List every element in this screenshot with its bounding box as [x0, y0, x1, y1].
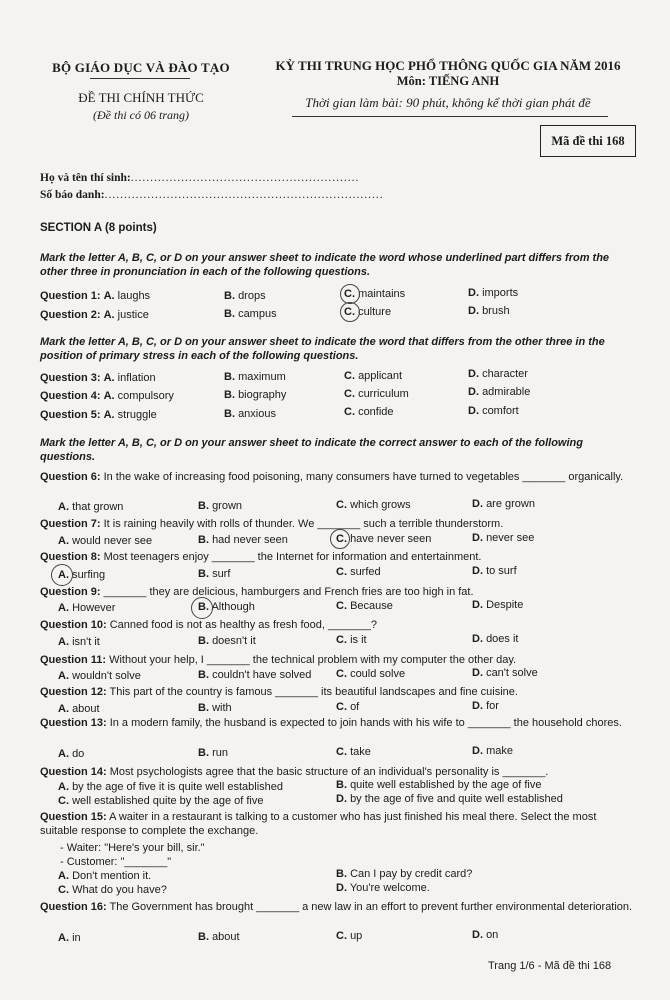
q6-option-c: C. which grows: [336, 499, 411, 511]
q4-option-c: C. curriculum: [344, 388, 409, 400]
question-3: Question 3: A. inflation: [40, 372, 156, 384]
question-15: [40, 810, 636, 838]
q11-option-a: A. wouldn't solve: [58, 670, 141, 682]
q12-option-c: C. of: [336, 701, 360, 713]
q16-option-d: D. on: [472, 929, 499, 941]
q6-option-d: D. are grown: [472, 498, 535, 510]
question-label: Question 2:: [40, 309, 101, 321]
q12-option-a: A. about: [58, 703, 100, 715]
question-text: It is raining heavily with rolls of thunder. We _______ such a terrible thunderstorm.: [103, 518, 504, 530]
q10-option-a: A. isn't it: [58, 636, 100, 648]
question-label: Question 14:: [40, 766, 107, 778]
q8-option-d: D. to surf: [472, 565, 517, 577]
question-label: Question 11:: [40, 654, 107, 666]
q11-option-d: D. can't solve: [472, 667, 538, 679]
question-1: Question 1: A. laughs: [40, 290, 151, 302]
answer-circle-mark: [191, 597, 213, 619]
q3-option-c: C. applicant: [344, 370, 403, 382]
candidate-id-label: Số báo danh:: [40, 189, 105, 201]
q15-option-c: C. What do you have?: [58, 884, 167, 896]
question-16: [40, 900, 636, 914]
q7-option-a: A. would never see: [58, 535, 153, 547]
q4-option-d: D. admirable: [468, 386, 531, 398]
q16-option-a: A. in: [58, 932, 81, 944]
q13-option-d: D. make: [472, 745, 513, 757]
q15-option-d: D. You're welcome.: [336, 882, 430, 894]
q7-option-c: C. have never seen: [336, 533, 432, 545]
question-label: Question 5:: [40, 409, 101, 421]
question-text: This part of the country is famous _______ its beautiful landscapes and fine cuisine.: [109, 686, 518, 698]
question-2: Question 2: A. justice: [40, 309, 149, 321]
q12-option-b: B. with: [198, 702, 232, 714]
q10-option-c: C. is it: [336, 634, 367, 646]
q13-option-b: B. run: [198, 747, 228, 759]
header-right: [262, 58, 634, 111]
q2-option-b: B. campus: [224, 308, 277, 320]
q15-option-b: B. Can I pay by credit card?: [336, 868, 473, 880]
q9-option-d: D. Despite: [472, 599, 524, 611]
question-label: Question 3:: [40, 372, 101, 384]
divider: [90, 78, 190, 79]
q16-option-b: B. about: [198, 931, 240, 943]
instruction-correct-answer: Mark the letter A, B, C, or D on your answer sheet to indicate the correct answer to each of the following questions.: [40, 437, 583, 463]
official-label: ĐỀ THI CHÍNH THỨC: [78, 90, 204, 105]
q12-option-d: D. for: [472, 700, 499, 712]
q1-option-c: C. maintains: [344, 288, 406, 300]
q14-option-d: D. by the age of five and quite well established: [336, 793, 563, 805]
q16-option-c: C. up: [336, 930, 363, 942]
question-label: Question 1:: [40, 290, 101, 302]
candidate-name-row: [40, 172, 359, 184]
q3-option-b: B. maximum: [224, 371, 286, 383]
q5-option-d: D. comfort: [468, 405, 519, 417]
instruction-stress: Mark the letter A, B, C, or D on your answer sheet to indicate the word that differs from the other three in the position of primary stress in each of the following questions.: [40, 336, 605, 362]
q8-option-a: A. surfing: [58, 569, 106, 581]
q6-option-a: A. that grown: [58, 501, 124, 513]
question-label: Question 12:: [40, 686, 107, 698]
q8-option-b: B. surf: [198, 568, 231, 580]
q5-option-c: C. confide: [344, 406, 394, 418]
question-11: [40, 653, 636, 667]
q1-option-b: B. drops: [224, 290, 266, 302]
q13-option-a: A. do: [58, 748, 85, 760]
question-text: In a modern family, the husband is expected to join hands with his wife to _______ the household chores.: [109, 717, 622, 729]
answer-circle-mark: [340, 284, 360, 304]
q11-option-c: C. could solve: [336, 668, 406, 680]
q2-option-c: C. culture: [344, 306, 392, 318]
question-9: [40, 585, 636, 599]
q13-option-c: C. take: [336, 746, 371, 758]
q9-option-a: A. However: [58, 602, 116, 614]
question-8: [40, 550, 636, 564]
q5-option-b: B. anxious: [224, 408, 276, 420]
question-label: Question 8:: [40, 551, 101, 563]
question-text: Without your help, I _______ the technical problem with my computer the other day.: [109, 654, 517, 666]
question-text: Most teenagers enjoy _______ the Internet for information and entertainment.: [103, 551, 482, 563]
q7-option-d: D. never see: [472, 532, 535, 544]
q11-option-b: B. couldn't have solved: [198, 669, 312, 681]
ministry-name: BỘ GIÁO DỤC VÀ ĐÀO TẠO: [52, 60, 230, 75]
instruction-pronunciation: Mark the letter A, B, C, or D on your answer sheet to indicate the word whose underlined part differs from the other three in pronunciation in each of the following questions.: [40, 252, 610, 278]
answer-circle-mark: [340, 302, 360, 322]
q10-option-b: B. doesn't it: [198, 635, 256, 647]
candidate-id-dots: ........................................................................: [104, 189, 384, 201]
q9-option-c: C. Because: [336, 600, 393, 612]
dialog-line-customer: - Customer: "_______": [60, 856, 172, 868]
dialog-line-waiter: - Waiter: "Here's your bill, sir.": [60, 842, 205, 854]
q10-option-d: D. does it: [472, 633, 519, 645]
question-text: In the wake of increasing food poisoning, many consumers have turned to vegetables _______ organically.: [103, 471, 624, 483]
question-label: Question 9:: [40, 586, 101, 598]
exam-code-box: Mã đề thi 168: [540, 125, 636, 157]
question-label: Question 16:: [40, 901, 107, 913]
candidate-name-dots: ...........................................................: [130, 172, 360, 184]
subject-title: Môn: TIẾNG ANH: [396, 74, 500, 88]
question-label: Question 7:: [40, 518, 101, 530]
question-label: Question 10:: [40, 619, 107, 631]
question-text: _______ they are delicious, hamburgers and French fries are too high in fat.: [103, 586, 474, 598]
page-count: (Đề thi có 06 trang): [93, 108, 189, 122]
q7-option-b: B. had never seen: [198, 534, 288, 546]
divider: [292, 116, 608, 117]
exam-time: Thời gian làm bài: 90 phút, không kể thời gian phát đề: [305, 95, 591, 110]
option-text: laughs: [117, 290, 151, 302]
question-12: [40, 685, 636, 699]
exam-title: KỲ THI TRUNG HỌC PHỔ THÔNG QUỐC GIA NĂM 2016: [275, 58, 621, 73]
section-title: SECTION A (8 points): [40, 222, 157, 234]
question-text: The Government has brought _______ a new law in an effort to prevent further environmental deterioration.: [109, 901, 633, 913]
question-label: Question 13:: [40, 717, 107, 729]
question-4: Question 4: A. compulsory: [40, 390, 174, 402]
question-text: A waiter in a restaurant is talking to a customer who has just finished his meal there. Select the most suitable response to complete the exchange.: [40, 811, 597, 837]
q2-option-d: D. brush: [468, 305, 510, 317]
q8-option-c: C. surfed: [336, 566, 381, 578]
answer-circle-mark: [51, 564, 73, 586]
candidate-name-label: Họ và tên thí sinh:: [40, 172, 131, 184]
q6-option-b: B. grown: [198, 500, 243, 512]
question-10: [40, 618, 636, 632]
question-14: [40, 765, 636, 779]
q14-option-b: B. quite well established by the age of five: [336, 779, 542, 791]
q3-option-d: D. character: [468, 368, 528, 380]
q1-option-d: D. imports: [468, 287, 519, 299]
answer-circle-mark: [330, 529, 350, 549]
question-5: Question 5: A. struggle: [40, 409, 157, 421]
question-13: [40, 716, 636, 730]
page-footer: Trang 1/6 - Mã đề thi 168: [488, 960, 612, 972]
question-6: [40, 470, 636, 484]
q9-option-b: B. Although: [198, 601, 255, 613]
question-label: Question 6:: [40, 471, 101, 483]
q14-option-a: A. by the age of five it is quite well established: [58, 781, 284, 793]
question-label: Question 15:: [40, 811, 107, 823]
question-text: Most psychologists agree that the basic structure of an individual's personality is _______.: [109, 766, 549, 778]
header-left: [36, 60, 246, 123]
candidate-id-row: [40, 189, 384, 201]
q4-option-b: B. biography: [224, 389, 287, 401]
question-text: Canned food is not as healthy as fresh food, _______?: [109, 619, 377, 631]
q14-option-c: C. well established quite by the age of five: [58, 795, 264, 807]
question-label: Question 4:: [40, 390, 101, 402]
q15-option-a: A. Don't mention it.: [58, 870, 152, 882]
